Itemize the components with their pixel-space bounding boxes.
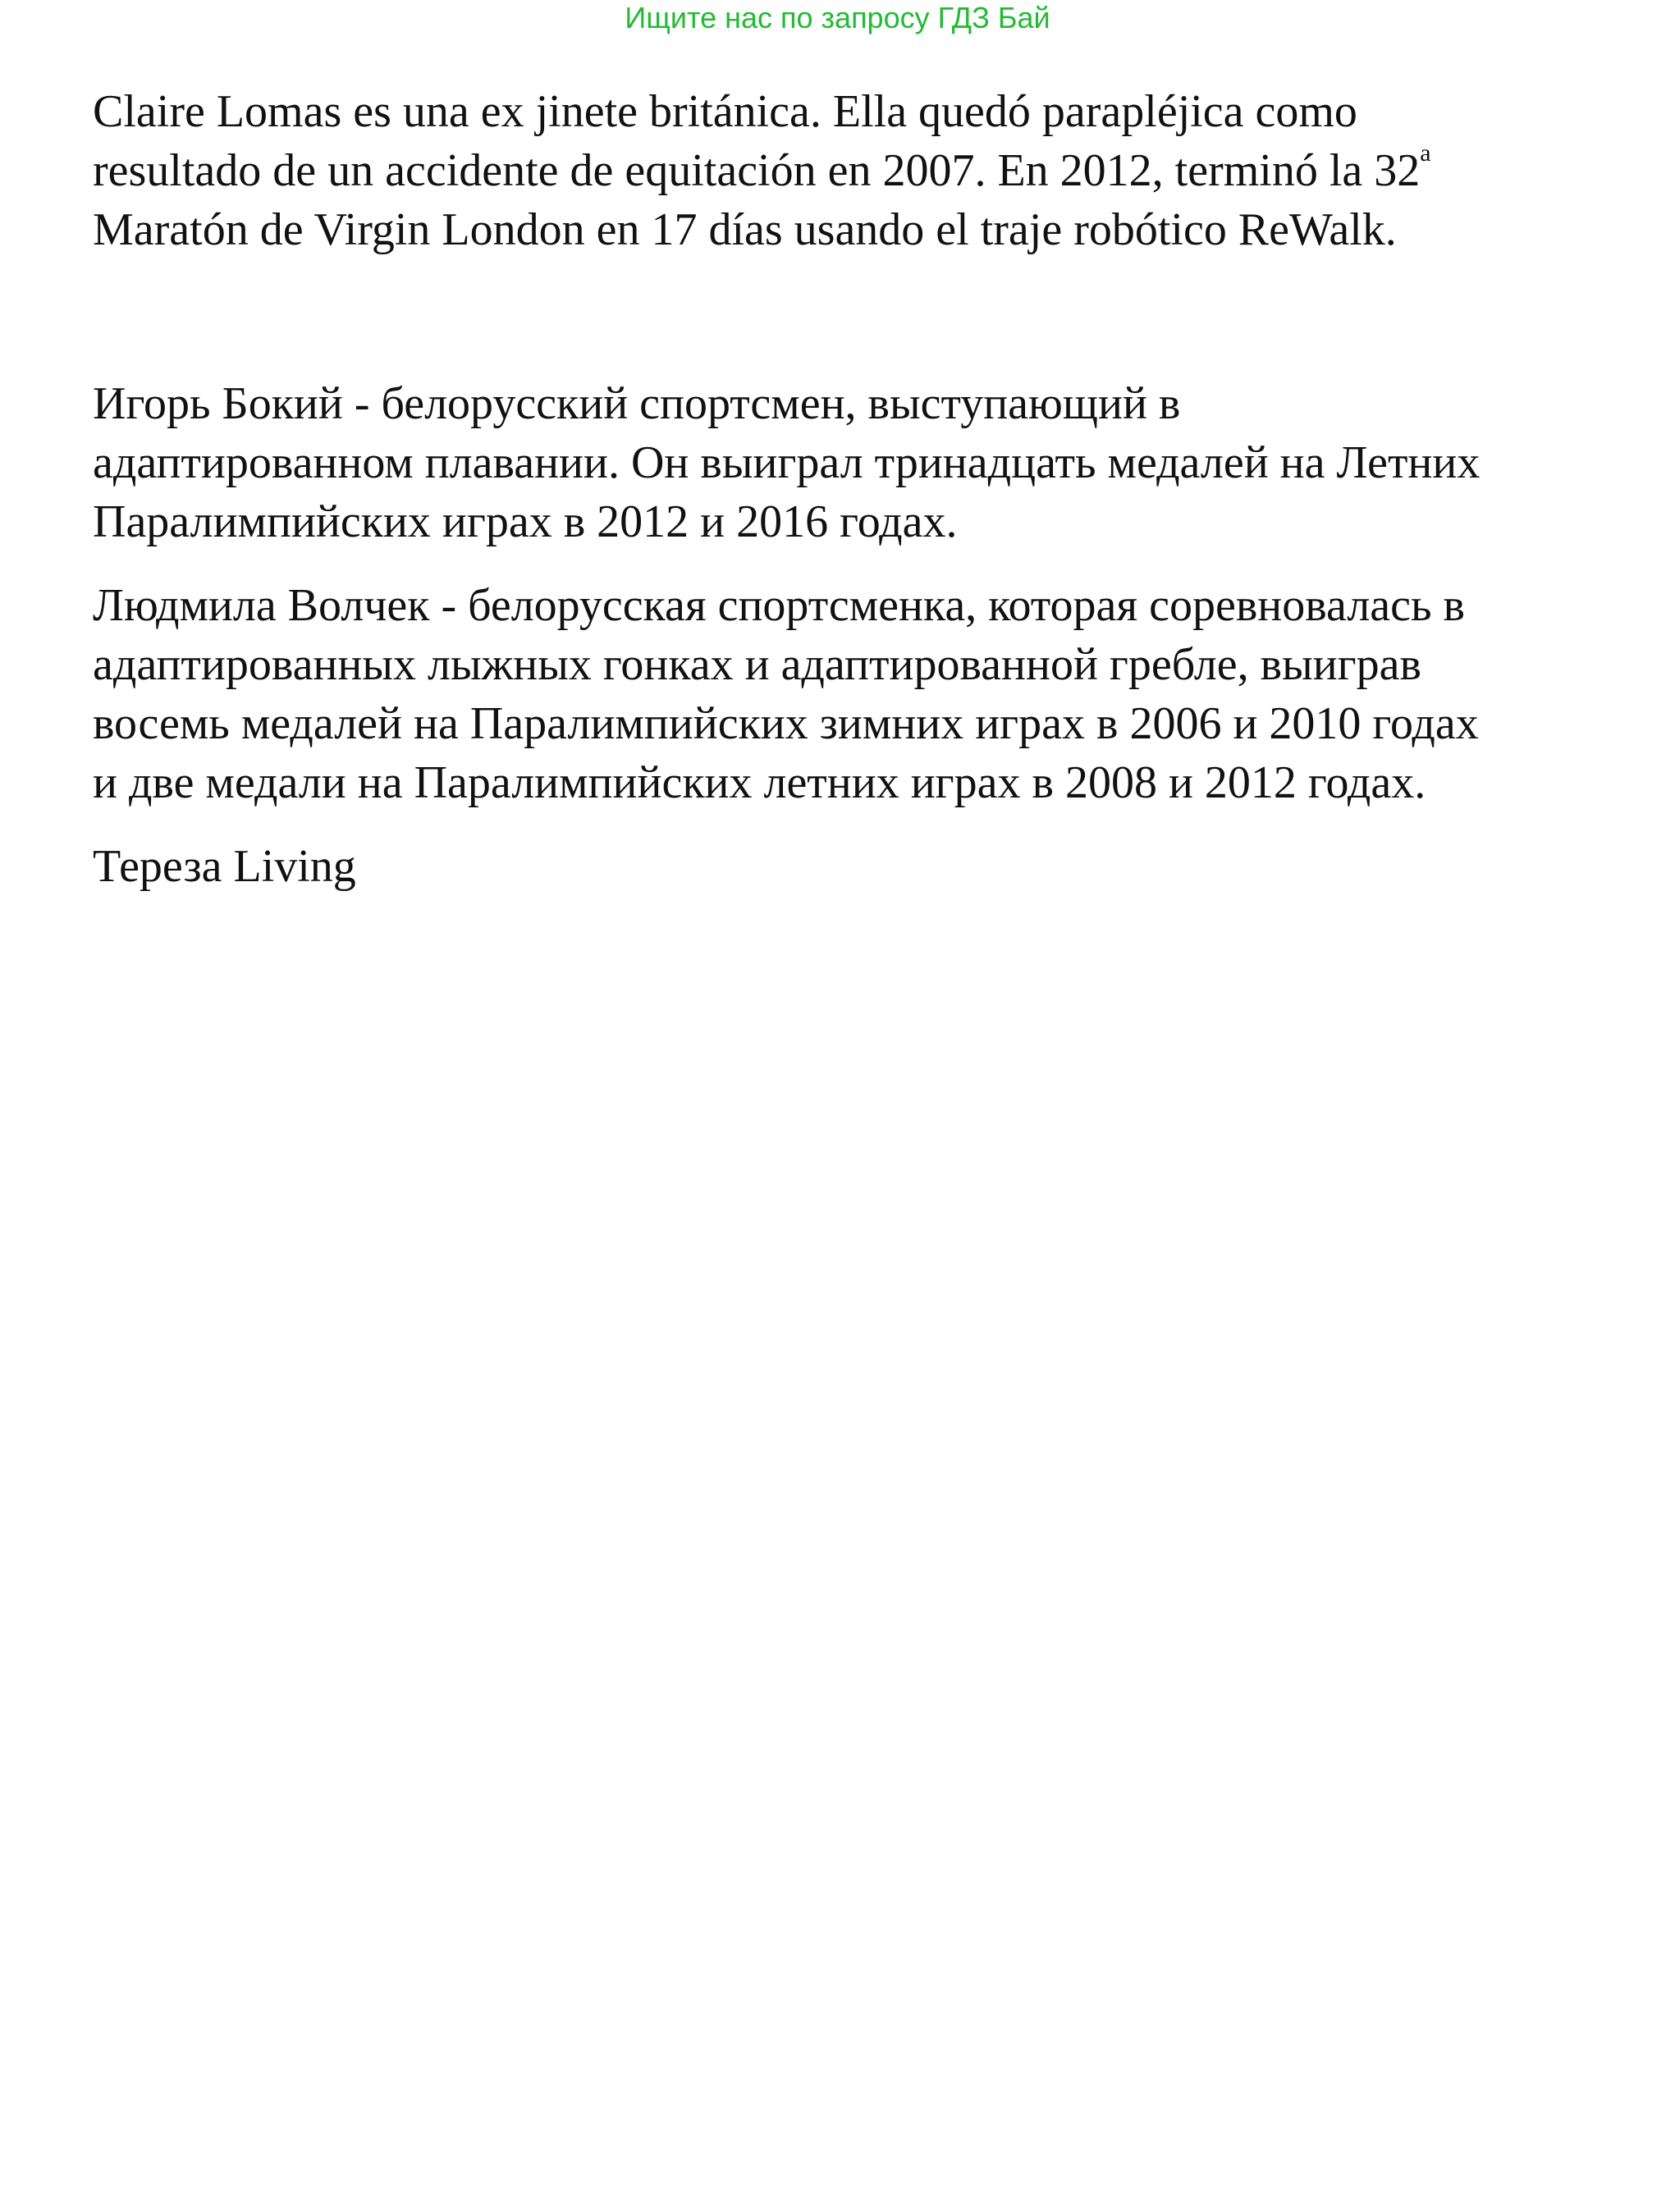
text-line: восемь медалей на Паралимпийских зимних играх в 2006 и 2010 годах (93, 698, 1479, 749)
paragraph-claire-lomas-es (93, 82, 1595, 259)
paragraph-lyudmila-volchek (93, 576, 1595, 812)
text-line: Игорь Бокий - белорусский спортсмен, выступающий в (93, 378, 1181, 429)
text-line: адаптированном плавании. Он выиграл тринадцать медалей на Летних (93, 437, 1480, 488)
text-line: адаптированных лыжных гонках и адаптированной гребле, выиграв (93, 639, 1421, 690)
text-line: и две медали на Паралимпийских летних играх в 2008 и 2012 годах. (93, 757, 1426, 808)
text-line: Паралимпийских играх в 2012 и 2016 годах. (93, 496, 958, 547)
top-banner[interactable]: Ищите нас по запросу ГДЗ Бай (625, 1, 1050, 34)
text-line: Claire Lomas es una ex jinete británica. Ella quedó parapléjica como (93, 86, 1357, 137)
text-line: Тереза Living (93, 841, 356, 892)
text-line: resultado de un accidente de equitación en 2007. En 2012, terminó la 32$^a$ (93, 139, 1431, 196)
text-line: Maratón de Virgin London en 17 días usando el traje robótico ReWalk. (93, 204, 1397, 255)
paragraph-teresa-perales (93, 837, 1595, 896)
superscript: a (1420, 139, 1431, 167)
text-line: Людмила Волчек - белорусская спортсменка, которая соревновалась в (93, 580, 1465, 631)
document-body (93, 82, 1595, 921)
paragraph-igor-bokiy (93, 374, 1595, 551)
